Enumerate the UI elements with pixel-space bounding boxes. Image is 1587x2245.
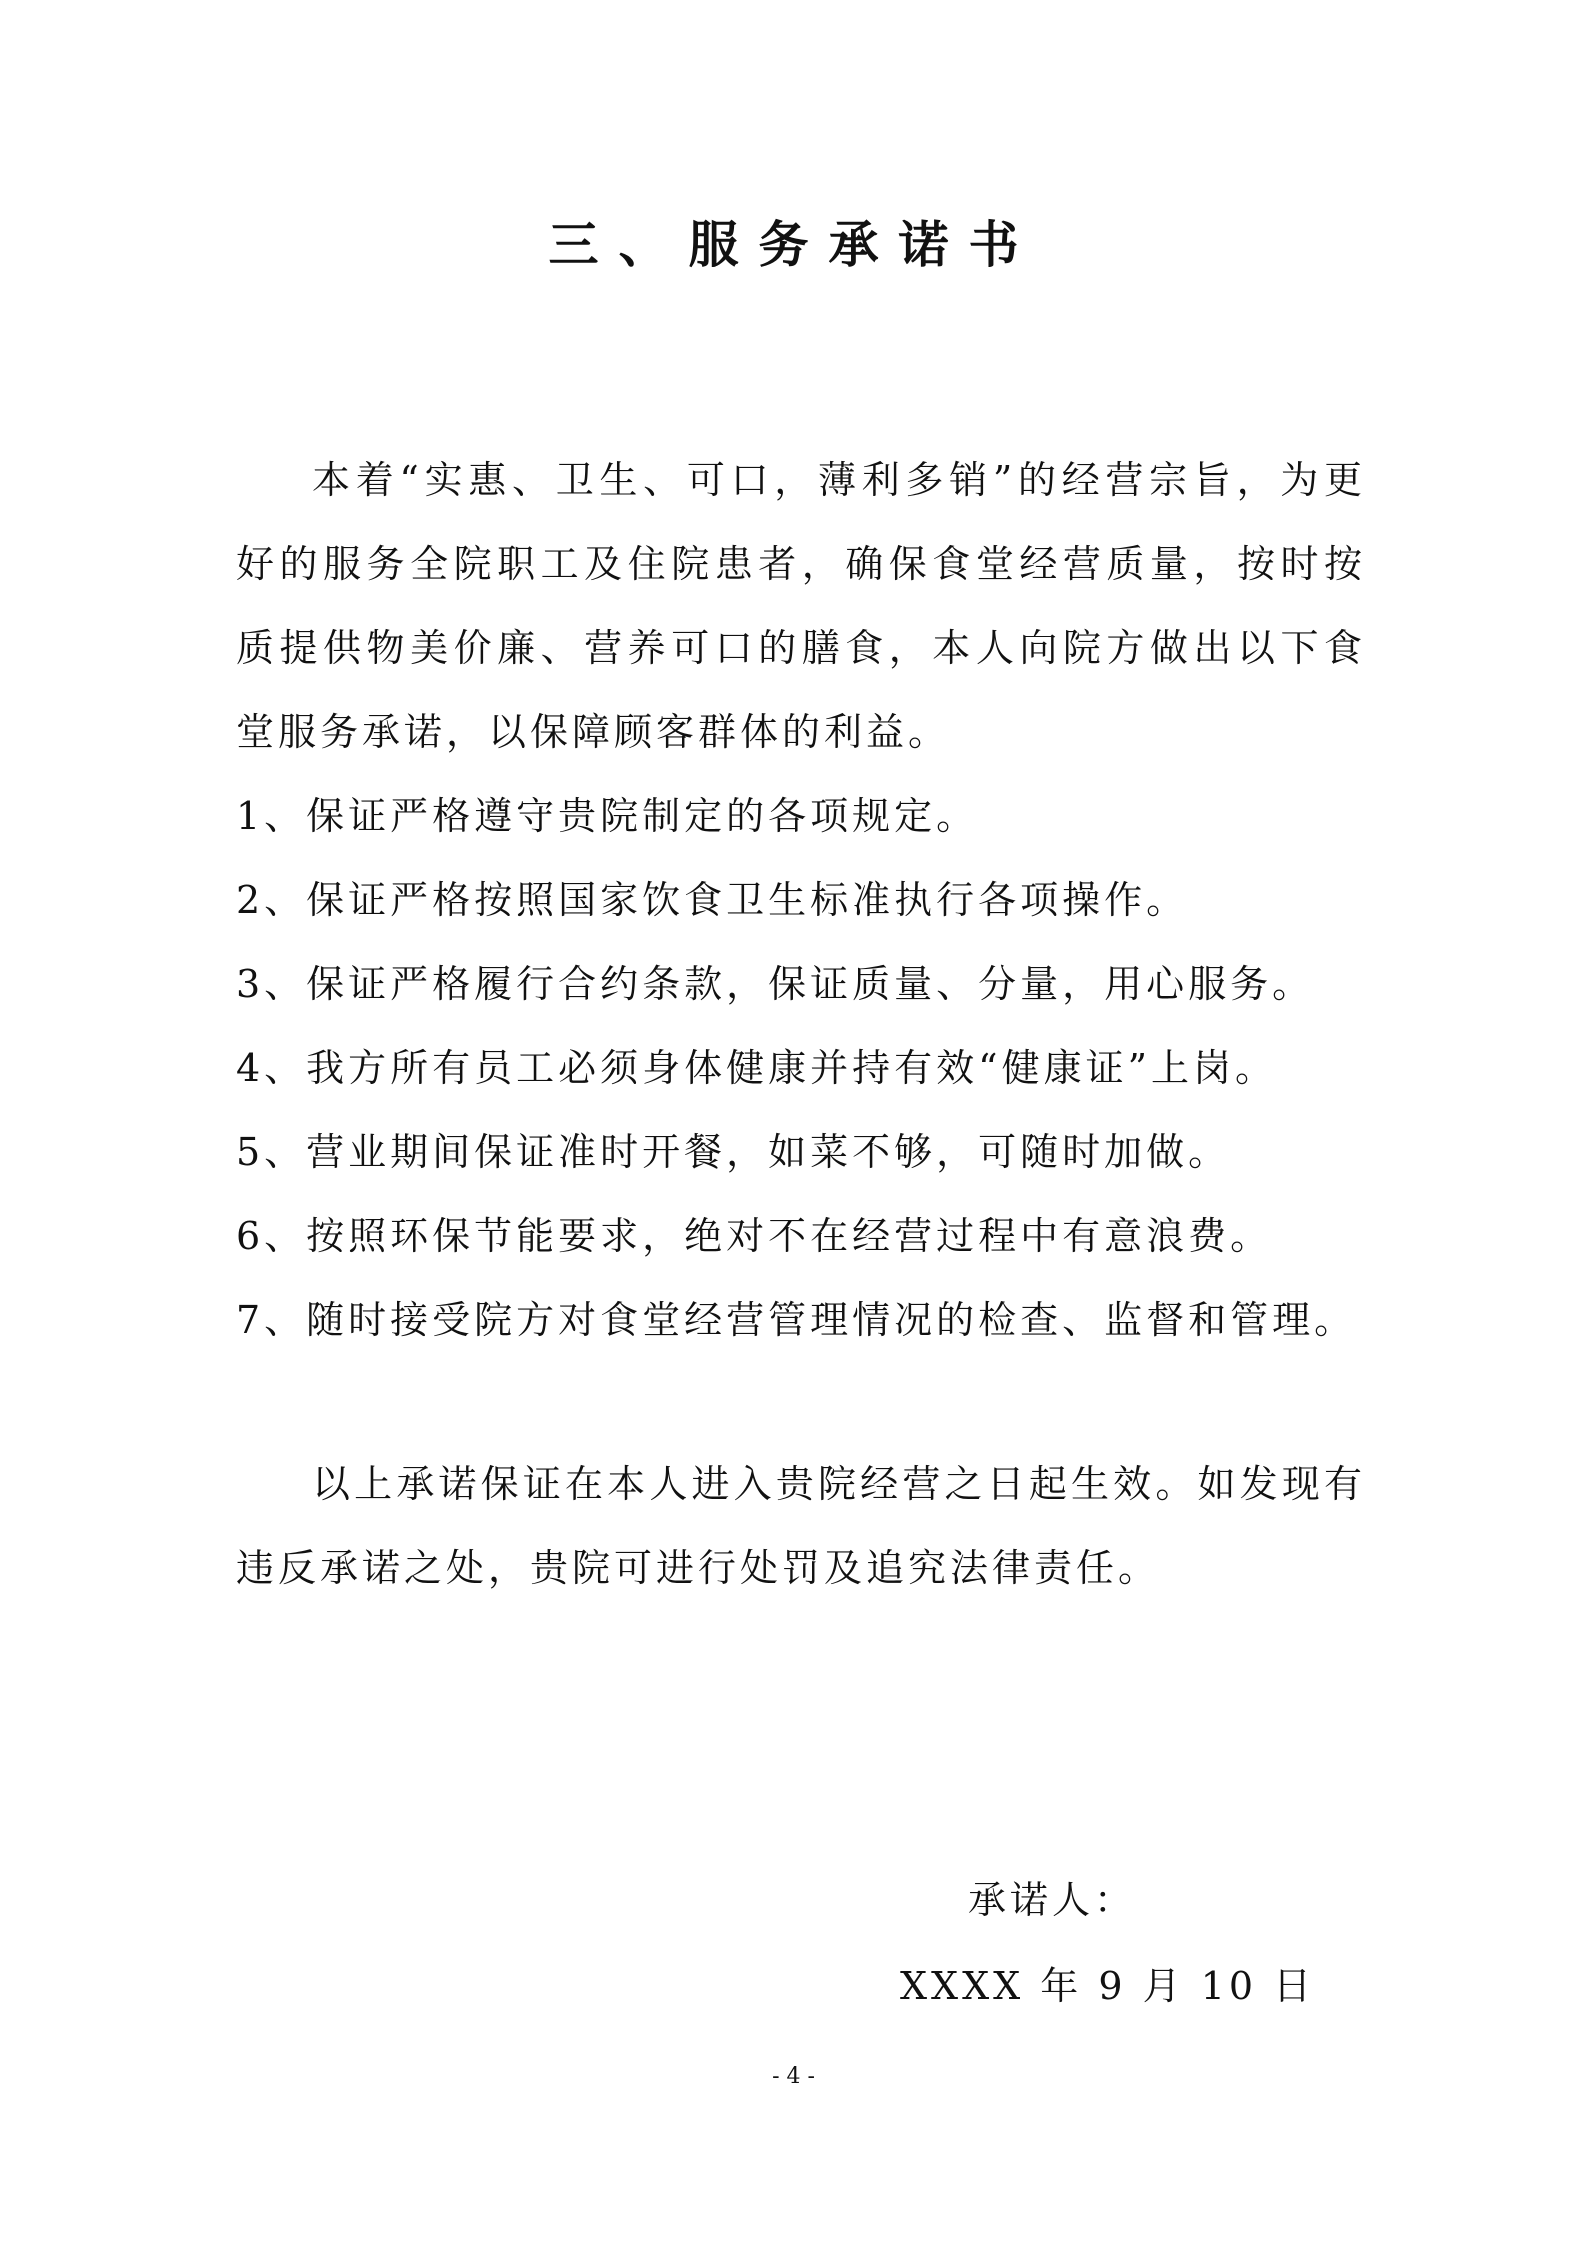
signature-date: XXXX 年 9 月 10 日 <box>900 1964 1316 2008</box>
commitment-item-5: 5、营业期间保证准时开餐，如菜不够，可随时加做。 <box>236 1130 1231 1174</box>
document-title: 三、服务承诺书 <box>548 215 1039 274</box>
intro-paragraph: 本着“实惠、卫生、可口，薄利多销”的经营宗旨，为更好的服务全院职工及住院患者，确保食堂经营质量，按时按质提供物美价廉、营养可口的膳食，本人向院方做出以下食堂服务承诺，以保障顾客群体的利益。 <box>236 458 1366 754</box>
signer-label: 承诺人： <box>968 1878 1137 1922</box>
commitment-item-6: 6、按照环保节能要求，绝对不在经营过程中有意浪费。 <box>236 1214 1273 1258</box>
commitment-list-section <box>236 774 1366 1362</box>
intro-section <box>236 438 1366 774</box>
commitment-list <box>236 774 1366 1362</box>
commitment-item-7: 7、随时接受院方对食堂经营管理情况的检查、监督和管理。 <box>236 1298 1357 1342</box>
commitment-item-4: 4、我方所有员工必须身体健康并持有效“健康证”上岗。 <box>236 1046 1278 1090</box>
commitment-item-1: 1、保证严格遵守贵院制定的各项规定。 <box>236 794 979 838</box>
page-number: - 4 - <box>772 2064 815 2089</box>
commitment-item-3: 3、保证严格履行合约条款，保证质量、分量，用心服务。 <box>236 962 1315 1006</box>
closing-section <box>236 1442 1366 1610</box>
closing-paragraph: 以上承诺保证在本人进入贵院经营之日起生效。如发现有违反承诺之处，贵院可进行处罚及追究法律责任。 <box>236 1462 1366 1590</box>
commitment-item-2: 2、保证严格按照国家饮食卫生标准执行各项操作。 <box>236 878 1189 922</box>
